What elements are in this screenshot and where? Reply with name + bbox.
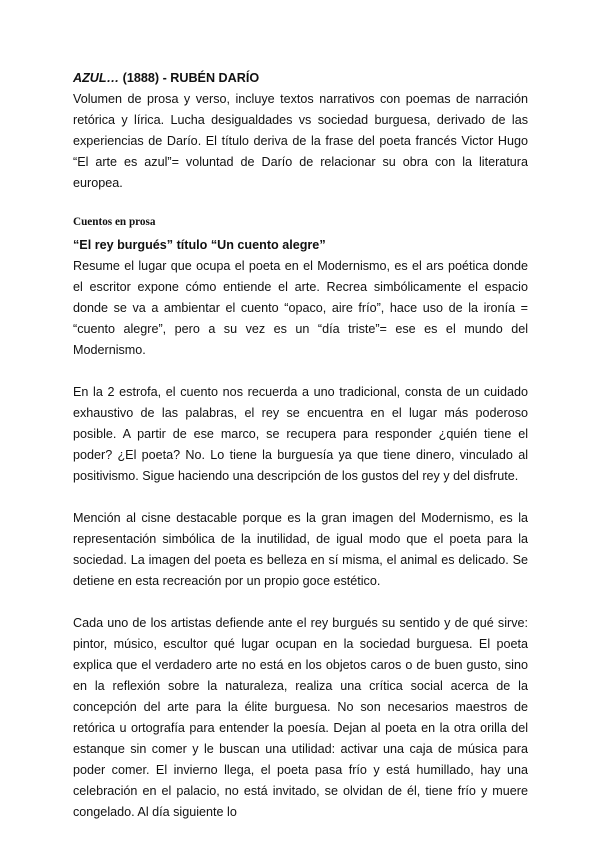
body-paragraph-2: En la 2 estrofa, el cuento nos recuerda a uno tradicional, consta de un cuidado exhaustivo de las palabras, el rey se encuentra en el lugar más poderoso posible. A partir de ese marco, se recupera para responder ¿quién tiene el poder? ¿El poeta? No. Lo tiene la burguesía ya que tiene dinero, vinculado al positivismo. Sigue haciendo una descripción de los gustos del rey y del disfrute. xyxy=(73,385,528,483)
paragraph-gap xyxy=(73,487,528,508)
document-page xyxy=(73,68,528,823)
section-heading: Cuentos en prosa xyxy=(73,216,156,228)
body-paragraph-1: Resume el lugar que ocupa el poeta en el Modernismo, es el ars poética donde el escritor expone cómo entiende el arte. Recrea simbólicamente el espacio donde se va a ambientar el cuento “opaco, aire frío”, hace uso de la ironía = “cuento alegre”, pero a su vez es un “día triste”= ese es el mundo del Modernismo. xyxy=(73,259,528,357)
paragraph-gap xyxy=(73,361,528,382)
body-paragraph-4: Cada uno de los artistas defiende ante el rey burgués su sentido y de qué sirve: pintor, músico, escultor qué lugar ocupan en la sociedad burguesa. El poeta explica que el verdadero arte no está en los objetos caros o de buen gusto, sino en la reflexión sobre la naturaleza, realiza una crítica social acerca de la concepción del arte para la élite burguesa. No son necesarios maestros de retórica u ortografía para entender la poesía. Dejan al poeta en la otra orilla del estanque sin comer y le buscan una utilidad: activar una caja de música para poder comer. El invierno llega, el poeta pasa frío y está humillado, hay una celebración en el palacio, no está invitado, se olvidan de él, tiene frío y muere congelado. Al día siguiente lo xyxy=(73,616,528,819)
title-author: (1888) - RUBÉN DARÍO xyxy=(119,71,260,85)
story-subtitle: “El rey burgués” título “Un cuento alegre” xyxy=(73,238,326,252)
body-paragraph-3: Mención al cisne destacable porque es la gran imagen del Modernismo, es la representación simbólica de la inutilidad, de igual modo que el poeta para la sociedad. La imagen del poeta es belleza en sí misma, el animal es delicado. Se detiene en esta recreación por un propio goce estético. xyxy=(73,511,528,588)
intro-paragraph: Volumen de prosa y verso, incluye textos narrativos con poemas de narración retórica y lírica. Lucha desigualdades vs sociedad burguesa, derivado de las experiencias de Darío. El título deriva de la frase del poeta francés Victor Hugo “El arte es azul”= voluntad de Darío de relacionar su obra con la literatura europea. xyxy=(73,92,528,190)
paragraph-gap xyxy=(73,592,528,613)
document-title xyxy=(73,68,528,89)
title-work: AZUL… xyxy=(73,71,120,85)
